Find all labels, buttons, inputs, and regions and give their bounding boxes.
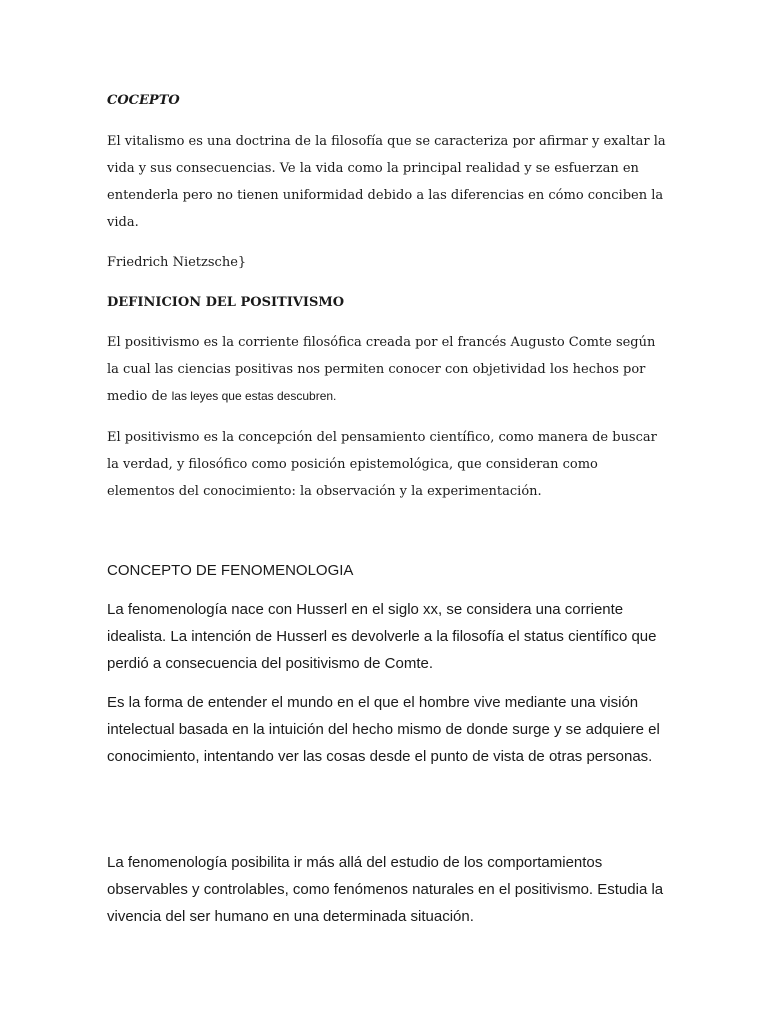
fenomenologia-paragraph-1: La fenomenología nace con Husserl en el siglo xx, se considera una corriente idealista. La intención de Husserl es devolverle a la filosofía el status científico que perdió a consecuencia del positivismo de Comte. [107, 601, 657, 672]
fenomenologia-heading: CONCEPTO DE FENOMENOLOGIA [107, 562, 354, 579]
vitalismo-author: Friedrich Nietzsche} [107, 255, 247, 270]
positivismo-paragraph-1 [107, 329, 667, 410]
positivismo-paragraph-2: El positivismo es la concepción del pensamiento científico, como manera de buscar la verdad, y filosófico como posición epistemológica, que consideran como elementos del conocimiento: la observación y la experimentación. [107, 430, 657, 499]
vitalismo-heading: COCEPTO [107, 93, 180, 108]
positivismo-paragraph-1-tail: las leyes que estas descubren. [171, 389, 337, 403]
fenomenologia-paragraph-3: La fenomenología posibilita ir más allá del estudio de los comportamientos observables y controlables, como fenómenos naturales en el positivismo. Estudia la vivencia del ser humano en una determinada situación. [107, 854, 664, 925]
vitalismo-paragraph: El vitalismo es una doctrina de la filosofía que se caracteriza por afirmar y exaltar la vida y sus consecuencias. Ve la vida como la principal realidad y se esfuerzan en entenderla pero no tienen uniformidad debido a las diferencias en cómo conciben la vida. [107, 134, 666, 230]
positivismo-paragraph-1-main: El positivismo es la corriente filosófica creada por el francés Augusto Comte según la cual las ciencias positivas nos permiten conocer con objetividad los hechos por medio de [107, 335, 656, 404]
fenomenologia-paragraph-2: Es la forma de entender el mundo en el que el hombre vive mediante una visión intelectual basada en la intuición del hecho mismo de donde surge y se adquiere el conocimiento, intentando ver las cosas desde el punto de vista de otras personas. [107, 694, 660, 765]
positivismo-heading: DEFINICION DEL POSITIVISMO [107, 295, 345, 310]
